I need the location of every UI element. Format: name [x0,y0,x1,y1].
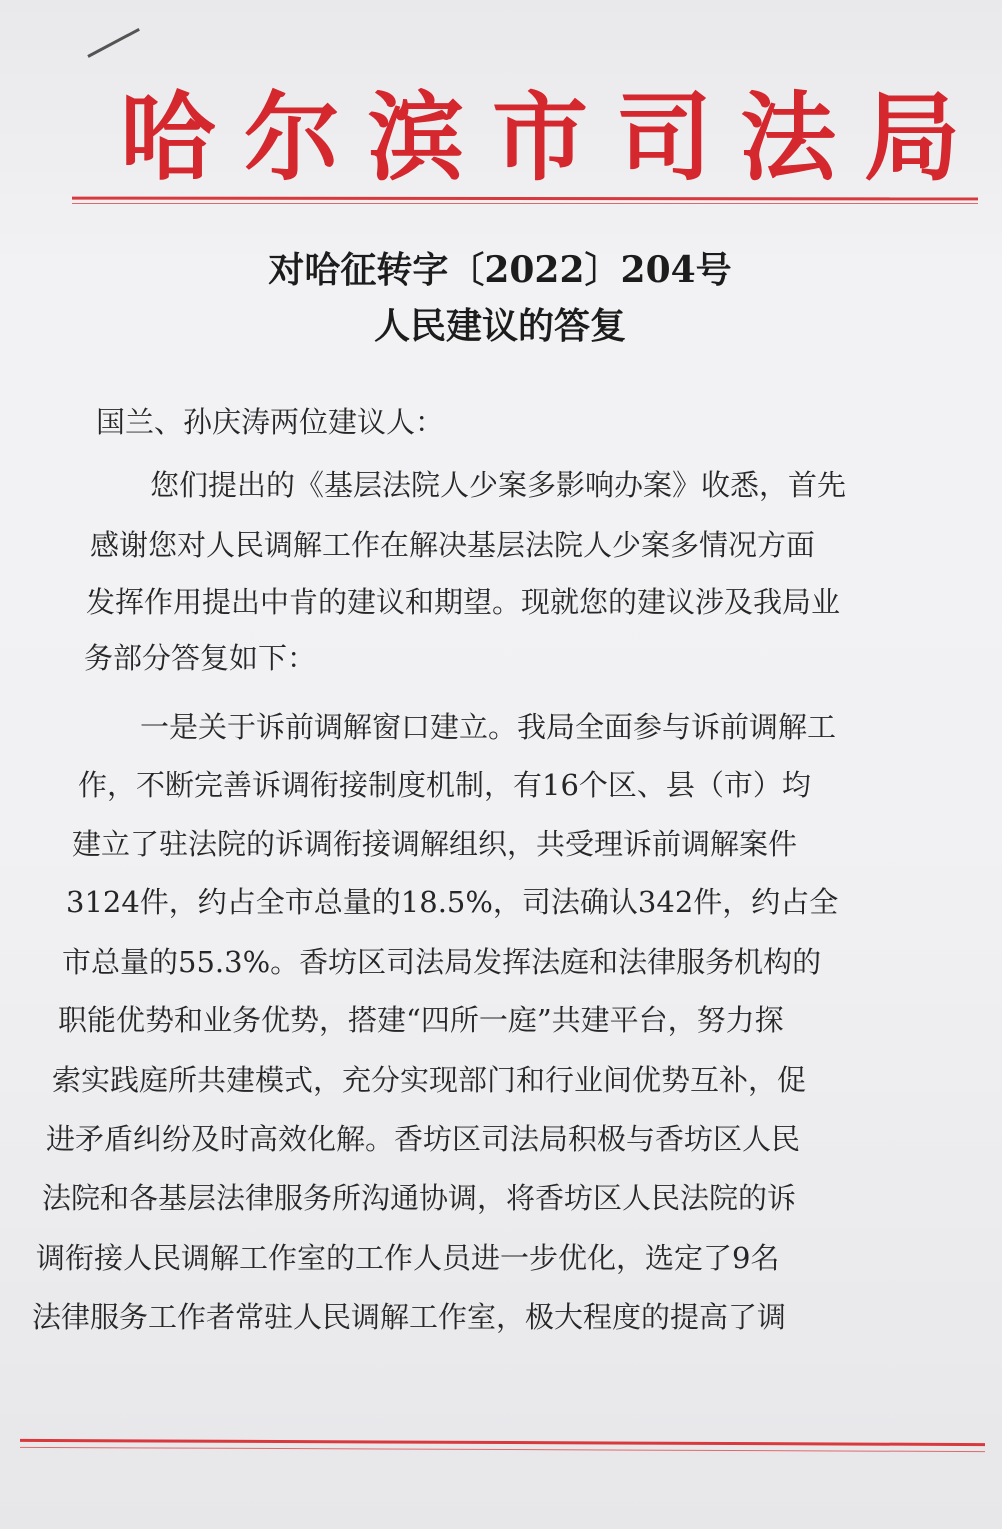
body-line: 3124件，约占全市总量的18.5%，司法确认342件，约占全 [66,885,839,919]
pen-stroke-mark [87,28,140,58]
body-line: 法律服务工作者常驻人民调解工作室，极大程度的提高了调 [32,1300,787,1334]
salutation: 国兰、孙庆涛两位建议人： [96,405,445,439]
document-title-line-1: 对哈征转字〔2022〕204号 [268,249,732,291]
body-line: 您们提出的《基层法院人少案多影响办案》收悉，首先 [150,468,847,502]
letterhead-organization: 哈尔滨市司法局 [120,81,988,194]
body-line: 调衔接人民调解工作室的工作人员进一步优化，选定了9名 [36,1241,780,1275]
body-line: 建立了驻法院的诉调衔接调解组织，共受理诉前调解案件 [72,827,798,861]
footer-red-rule-thin [20,1447,985,1452]
body-line: 市总量的55.3%。香坊区司法局发挥法庭和法律服务机构的 [62,945,822,979]
letterhead-red-rule [72,197,978,201]
body-line: 一是关于诉前调解窗口建立。我局全面参与诉前调解工 [140,710,837,744]
body-line: 进矛盾纠纷及时高效化解。香坊区司法局积极与香坊区人民 [46,1122,801,1156]
body-line: 法院和各基层法律服务所沟通协调，将香坊区人民法院的诉 [42,1181,797,1215]
body-line: 职能优势和业务优势，搭建“四所一庭”共建平台，努力探 [58,1003,784,1037]
body-line: 务部分答复如下： [84,641,317,675]
body-line: 作，不断完善诉调衔接制度机制，有16个区、县（市）均 [78,768,811,802]
letterhead-red-rule-thin [72,203,978,204]
footer-red-rule [20,1439,985,1446]
body-line: 发挥作用提出中肯的建议和期望。现就您的建议涉及我局业 [86,585,841,619]
body-line: 索实践庭所共建模式，充分实现部门和行业间优势互补，促 [52,1063,807,1097]
body-line: 感谢您对人民调解工作在解决基层法院人少案多情况方面 [90,528,816,562]
document-title-line-2: 人民建议的答复 [373,305,626,347]
